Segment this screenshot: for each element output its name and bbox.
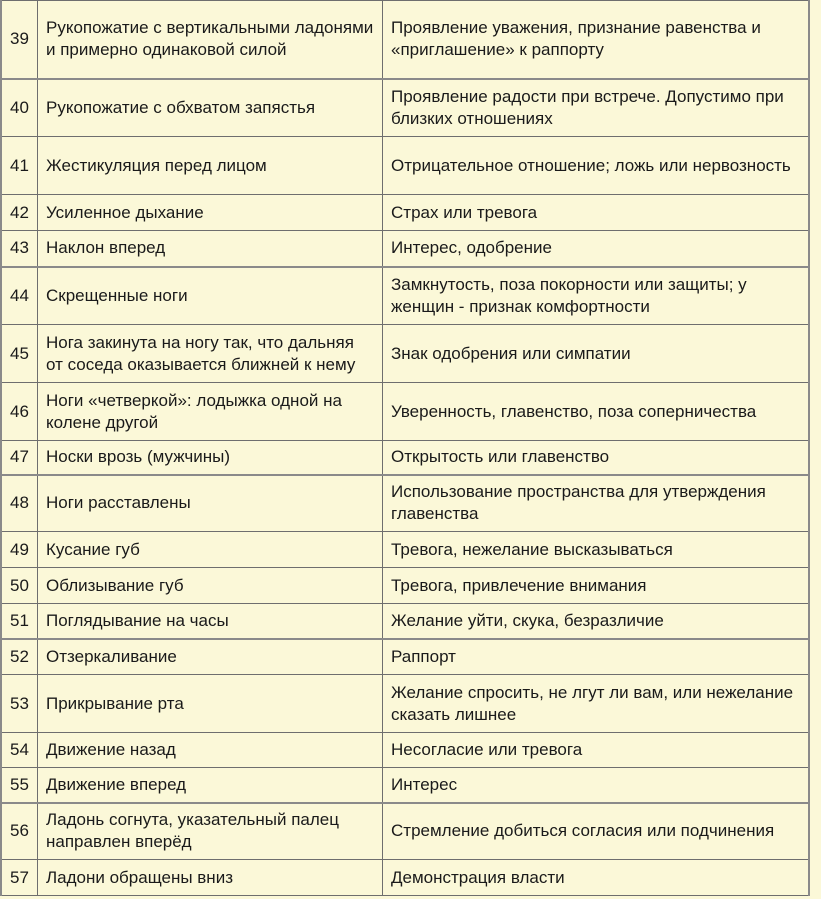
row-number: 51 xyxy=(1,604,38,639)
gesture-cell: Жестикуляция перед лицом xyxy=(38,137,383,195)
meaning-cell: Отрицательное отношение; ложь или нервозность xyxy=(383,137,810,195)
row-number: 54 xyxy=(1,733,38,768)
table-row xyxy=(1,325,809,383)
table-row xyxy=(1,568,809,604)
row-number: 49 xyxy=(1,532,38,568)
meaning-cell: Тревога, привлечение внимания xyxy=(383,568,810,604)
gesture-cell: Усиленное дыхание xyxy=(38,195,383,231)
gesture-cell: Кусание губ xyxy=(38,532,383,568)
gesture-cell: Облизывание губ xyxy=(38,568,383,604)
row-number: 53 xyxy=(1,675,38,733)
meaning-cell: Тревога, нежелание высказываться xyxy=(383,532,810,568)
gesture-cell: Рукопожатие с вертикальными ладонями и примерно одинаковой силой xyxy=(38,1,383,79)
gesture-cell: Наклон вперед xyxy=(38,231,383,267)
meaning-cell: Желание уйти, скука, безразличие xyxy=(383,604,810,639)
table-row xyxy=(1,383,809,441)
gesture-cell: Нога закинута на ногу так, что дальняя от соседа оказывается ближней к нему xyxy=(38,325,383,383)
table-row xyxy=(1,475,809,532)
row-number: 46 xyxy=(1,383,38,441)
row-number: 44 xyxy=(1,267,38,325)
meaning-cell: Интерес xyxy=(383,768,810,803)
row-number: 45 xyxy=(1,325,38,383)
table-row xyxy=(1,79,809,137)
table-row xyxy=(1,231,809,267)
meaning-cell: Открытость или главенство xyxy=(383,441,810,475)
gesture-cell: Движение назад xyxy=(38,733,383,768)
row-number: 50 xyxy=(1,568,38,604)
meaning-cell: Замкнутость, поза покорности или защиты; у женщин - признак комфортности xyxy=(383,267,810,325)
row-number: 41 xyxy=(1,137,38,195)
table-row xyxy=(1,860,809,896)
meaning-cell: Раппорт xyxy=(383,639,810,675)
table-row xyxy=(1,768,809,803)
meaning-cell: Проявление уважения, признание равенства и «приглашение» к раппорту xyxy=(383,1,810,79)
table-row xyxy=(1,137,809,195)
meaning-cell: Желание спросить, не лгут ли вам, или нежелание сказать лишнее xyxy=(383,675,810,733)
meaning-cell: Интерес, одобрение xyxy=(383,231,810,267)
gesture-cell: Ладони обращены вниз xyxy=(38,860,383,896)
gesture-cell: Отзеркаливание xyxy=(38,639,383,675)
meaning-cell: Знак одобрения или симпатии xyxy=(383,325,810,383)
meaning-cell: Страх или тревога xyxy=(383,195,810,231)
row-number: 56 xyxy=(1,803,38,860)
row-number: 42 xyxy=(1,195,38,231)
table-row xyxy=(1,267,809,325)
gesture-cell: Носки врозь (мужчины) xyxy=(38,441,383,475)
row-number: 48 xyxy=(1,475,38,532)
meaning-cell: Уверенность, главенство, поза соперничества xyxy=(383,383,810,441)
table-row xyxy=(1,639,809,675)
gesture-cell: Рукопожатие с обхватом запястья xyxy=(38,79,383,137)
gesture-cell: Поглядывание на часы xyxy=(38,604,383,639)
meaning-cell: Несогласие или тревога xyxy=(383,733,810,768)
gesture-cell: Ноги «четверкой»: лодыжка одной на колене другой xyxy=(38,383,383,441)
row-number: 39 xyxy=(1,1,38,79)
gesture-cell: Скрещенные ноги xyxy=(38,267,383,325)
gesture-cell: Прикрывание рта xyxy=(38,675,383,733)
meaning-cell: Проявление радости при встрече. Допустимо при близких отношениях xyxy=(383,79,810,137)
meaning-cell: Стремление добиться согласия или подчинения xyxy=(383,803,810,860)
row-number: 55 xyxy=(1,768,38,803)
row-number: 40 xyxy=(1,79,38,137)
gesture-cell: Ладонь согнута, указательный палец направлен вперёд xyxy=(38,803,383,860)
meaning-cell: Демонстрация власти xyxy=(383,860,810,896)
table-row xyxy=(1,675,809,733)
table-row xyxy=(1,195,809,231)
meaning-cell: Использование пространства для утверждения главенства xyxy=(383,475,810,532)
row-number: 57 xyxy=(1,860,38,896)
row-number: 43 xyxy=(1,231,38,267)
table-row xyxy=(1,733,809,768)
row-number: 47 xyxy=(1,441,38,475)
table-row xyxy=(1,441,809,475)
gesture-cell: Движение вперед xyxy=(38,768,383,803)
table-row xyxy=(1,604,809,639)
gesture-cell: Ноги расставлены xyxy=(38,475,383,532)
table-row xyxy=(1,532,809,568)
table-row xyxy=(1,1,809,79)
table-row xyxy=(1,803,809,860)
row-number: 52 xyxy=(1,639,38,675)
